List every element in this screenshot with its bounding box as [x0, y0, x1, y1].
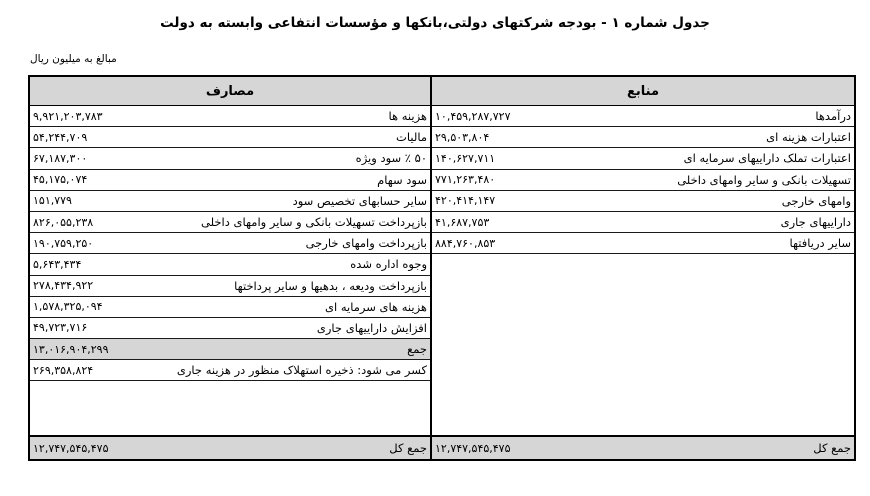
table-row [30, 191, 430, 212]
table-row [432, 106, 854, 127]
row-label: سود سهام [377, 172, 427, 187]
row-label: اعتبارات تملک داراییهای سرمایه ای [683, 151, 851, 166]
row-value: ۱۰,۴۵۹,۲۸۷,۷۲۷ [435, 109, 511, 123]
row-label: کسر می شود: ذخیره استهلاک منظور در هزینه جاری [176, 363, 427, 378]
row-value: ۴۲۰,۴۱۴,۱۴۷ [435, 194, 496, 208]
row-label: افزایش داراییهای جاری [316, 320, 427, 335]
row-value: ۴۱,۶۸۷,۷۵۳ [435, 215, 490, 229]
table-row [30, 233, 430, 254]
row-value: ۱۴۰,۶۲۷,۷۱۱ [435, 151, 496, 165]
table-row [432, 191, 854, 212]
document-title: جدول شماره ۱ - بودجه شرکتهای دولتی،بانکها و مؤسسات انتفاعی وابسته به دولت [160, 15, 710, 31]
row-value: ۷۷۱,۲۶۳,۴۸۰ [435, 173, 496, 187]
row-value: ۵,۶۴۳,۴۳۴ [33, 257, 82, 271]
unit-note: مبالغ به میلیون ریال [30, 53, 117, 65]
sources-header: منابع [432, 77, 854, 106]
table-row [30, 360, 430, 381]
row-value: ۴۹,۷۲۳,۷۱۶ [33, 321, 88, 335]
table-row [30, 276, 430, 297]
sources-section [432, 77, 854, 459]
row-label: تسهیلات بانکی و سایر وامهای داخلی [677, 172, 851, 187]
row-label: ۵۰ ٪ سود ویژه [355, 151, 427, 166]
row-label: هزینه ها [388, 109, 427, 124]
subtotal-row [30, 339, 430, 360]
row-label: درآمدها [815, 109, 851, 124]
row-label: اعتبارات هزینه ای [766, 130, 851, 145]
row-value: ۱,۵۷۸,۳۲۵,۰۹۴ [33, 300, 103, 314]
row-label: بازپرداخت ودیعه ، بدهیها و سایر پرداختها [234, 278, 427, 293]
uses-section [30, 77, 432, 459]
table-row [432, 233, 854, 254]
row-label: هزینه های سرمایه ای [325, 299, 427, 314]
table-row [30, 297, 430, 318]
table-row [30, 127, 430, 148]
table-row [30, 254, 430, 275]
row-value: ۹,۹۲۱,۲۰۳,۷۸۳ [33, 109, 103, 123]
row-value: ۱۹۰,۷۵۹,۲۵۰ [33, 236, 94, 250]
table-row [30, 170, 430, 191]
row-value: ۵۴,۲۴۴,۷۰۹ [33, 130, 88, 144]
row-label: جمع کل [813, 441, 851, 455]
row-value: ۲۹,۵۰۳,۸۰۴ [435, 130, 490, 144]
table-row [30, 148, 430, 169]
sources-grand-total-row [432, 437, 854, 459]
row-value: ۸۸۴,۷۶۰,۸۵۳ [435, 236, 496, 250]
empty-cell [432, 254, 854, 437]
row-value: ۱۲,۷۴۷,۵۴۵,۴۷۵ [435, 441, 511, 455]
row-value: ۲۷۸,۴۳۴,۹۲۲ [33, 279, 94, 293]
table-row [30, 212, 430, 233]
row-value: ۶۷,۱۸۷,۳۰۰ [33, 151, 88, 165]
row-label: جمع کل [389, 441, 427, 455]
row-label: بازپرداخت وامهای خارجی [305, 236, 427, 251]
row-value: ۸۲۶,۰۵۵,۲۳۸ [33, 215, 94, 229]
row-label: جمع [407, 342, 427, 357]
row-label: سایر دریافتها [789, 236, 851, 251]
row-label: وجوه اداره شده [350, 257, 427, 272]
table-row [432, 212, 854, 233]
row-value: ۱۵۱,۷۷۹ [33, 194, 72, 208]
table-row [432, 148, 854, 169]
row-value: ۴۵,۱۷۵,۰۷۴ [33, 173, 88, 187]
row-label: مالیات [396, 130, 427, 145]
row-value: ۱۲,۷۴۷,۵۴۵,۴۷۵ [33, 441, 109, 455]
uses-header: مصارف [30, 77, 430, 106]
table-row [432, 127, 854, 148]
budget-table [28, 75, 856, 461]
table-row [432, 170, 854, 191]
uses-grand-total-row [30, 437, 430, 459]
row-label: سایر حسابهای تخصیص سود [292, 193, 427, 208]
empty-cell [30, 381, 430, 437]
row-label: داراییهای جاری [780, 215, 851, 230]
row-label: بازپرداخت تسهیلات بانکی و سایر وامهای داخلی [201, 215, 427, 230]
table-row [30, 106, 430, 127]
table-row [30, 318, 430, 339]
row-value: ۲۶۹,۳۵۸,۸۲۴ [33, 363, 94, 377]
row-label: وامهای خارجی [781, 193, 851, 208]
row-value: ۱۳,۰۱۶,۹۰۴,۲۹۹ [33, 342, 109, 356]
